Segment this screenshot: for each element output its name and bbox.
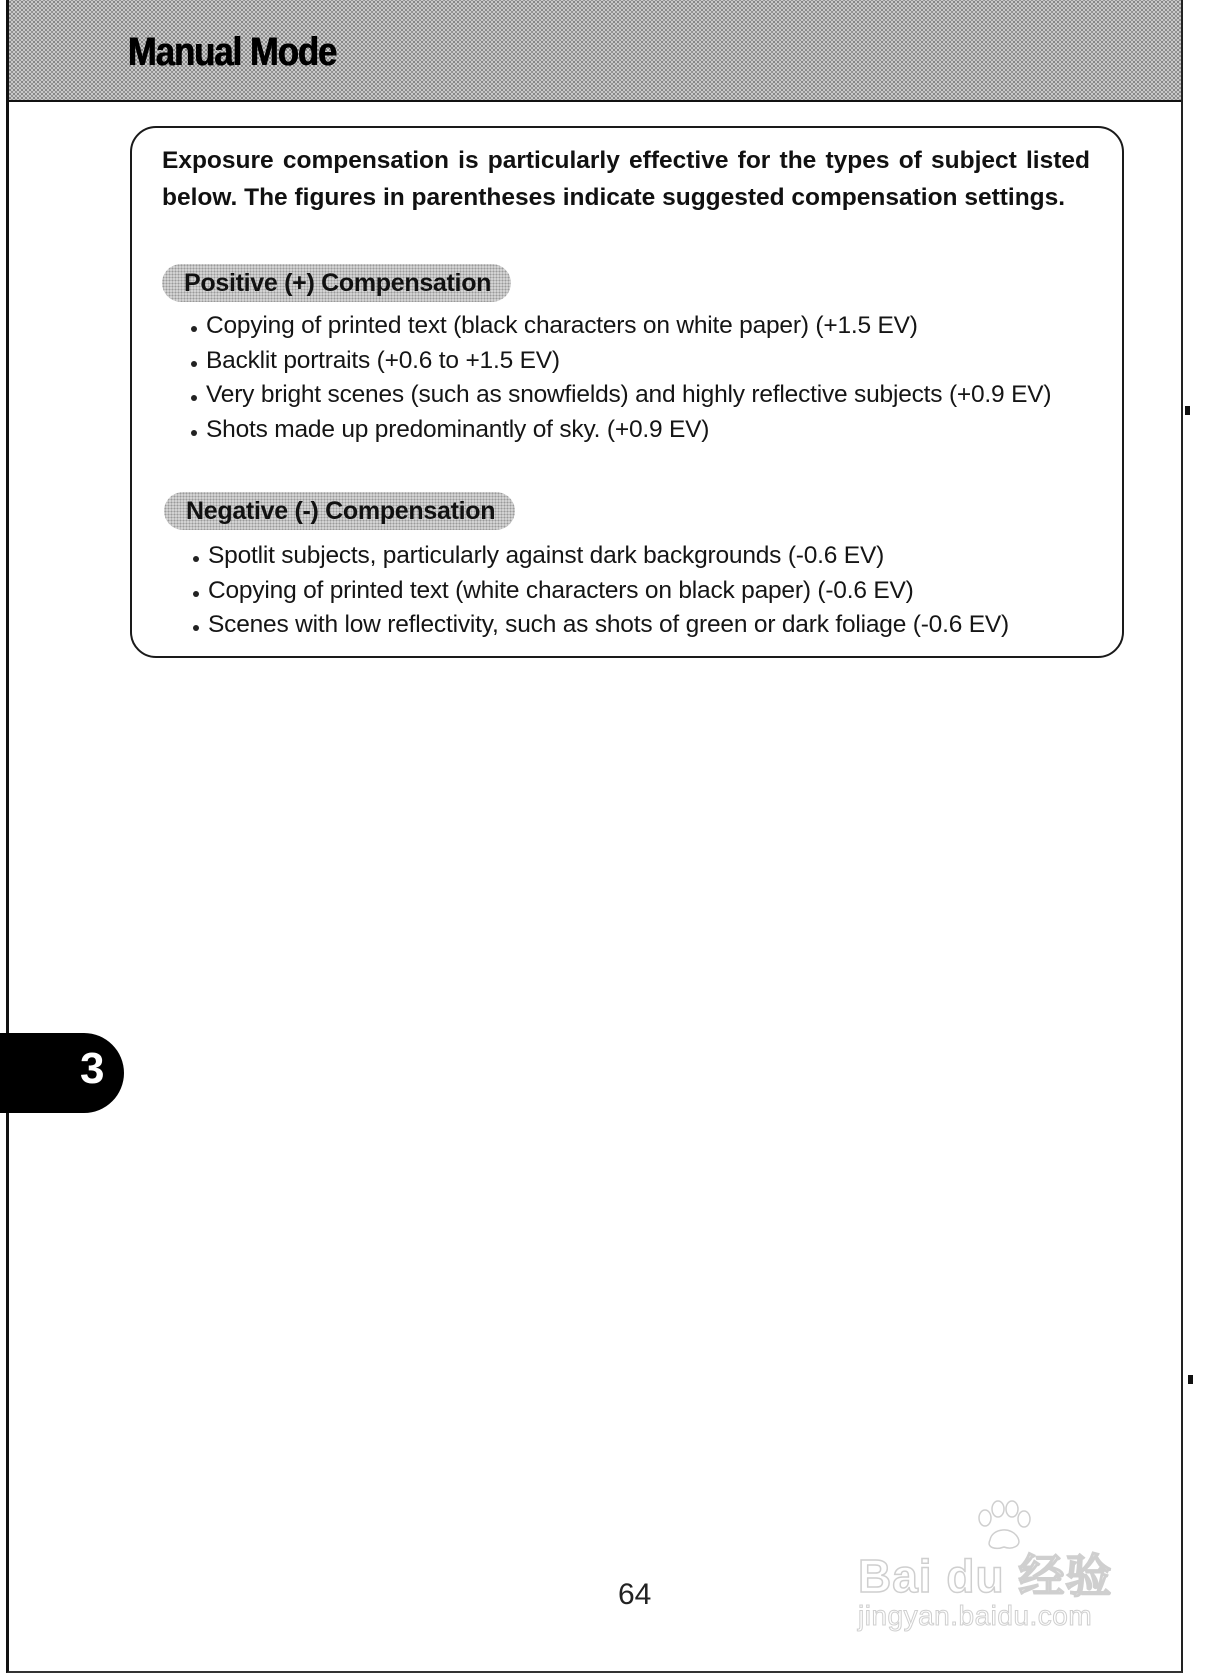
baidu-watermark <box>858 1500 1138 1640</box>
page-number: 64 <box>618 1578 652 1611</box>
list-item: Spotlit subjects, particularly against dark backgrounds (-0.6 EV) <box>190 539 1090 574</box>
scan-edge-mark <box>1188 1375 1193 1384</box>
intro-paragraph: Exposure compensation is particularly effective for the types of subject listed below. The figures in parentheses indicate suggested compensation settings. <box>162 147 1090 211</box>
list-item: Very bright scenes (such as snowfields) and highly reflective subjects (+0.9 EV) <box>188 378 1088 413</box>
list-item: Scenes with low reflectivity, such as shots of green or dark foliage (-0.6 EV) <box>190 608 1090 643</box>
list-item: Copying of printed text (white characters on black paper) (-0.6 EV) <box>190 574 1090 609</box>
negative-compensation-list <box>190 539 1090 643</box>
watermark-brand: Bai du 经验 <box>858 1550 1113 1602</box>
list-item: Backlit portraits (+0.6 to +1.5 EV) <box>188 344 1088 379</box>
list-item: Copying of printed text (black characters on white paper) (+1.5 EV) <box>188 309 1088 344</box>
scan-edge-mark <box>1185 406 1190 415</box>
list-item: Shots made up predominantly of sky. (+0.9 EV) <box>188 413 1088 448</box>
watermark-url: jingyan.baidu.com <box>858 1600 1093 1631</box>
positive-compensation-list <box>188 309 1088 447</box>
chapter-tab <box>0 1033 124 1113</box>
page-title: Manual Mode <box>128 30 337 74</box>
baidu-paw-logo-icon <box>968 1500 1038 1550</box>
positive-compensation-heading: Positive (+) Compensation <box>162 264 511 302</box>
negative-compensation-heading: Negative (-) Compensation <box>164 492 515 530</box>
chapter-number: 3 <box>80 1044 105 1093</box>
